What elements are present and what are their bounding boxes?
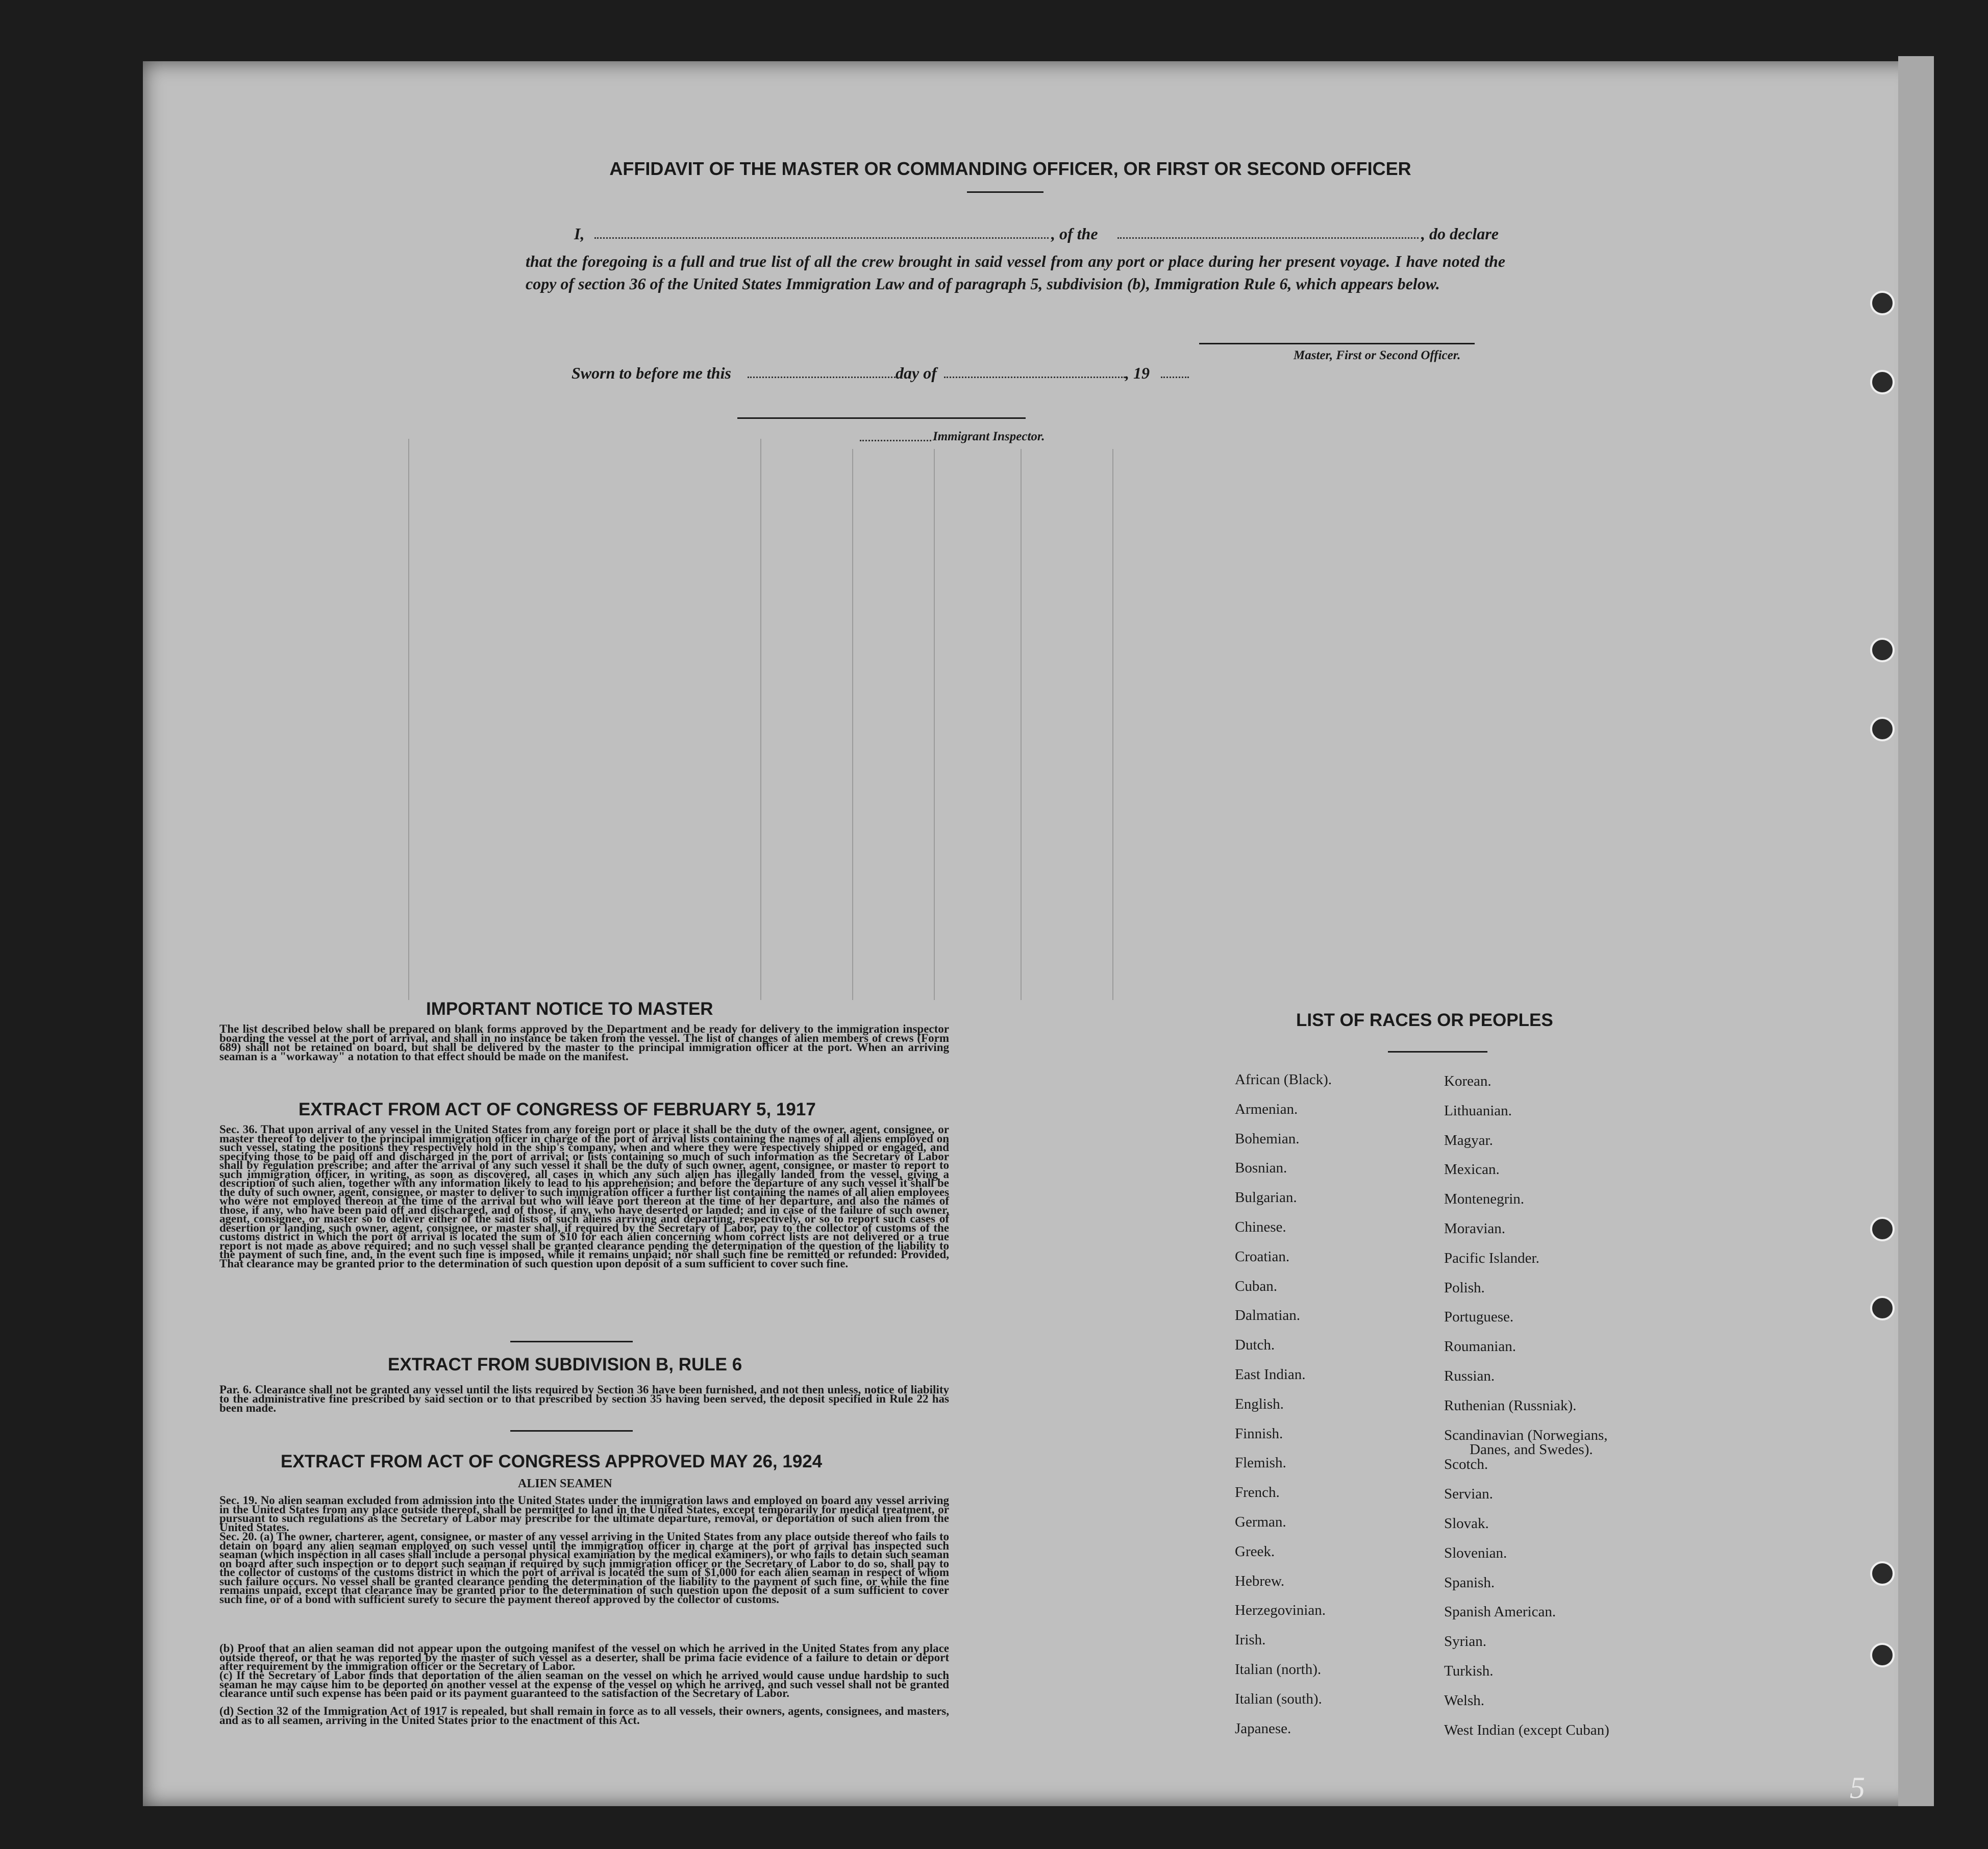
sworn-day-blank[interactable] — [748, 377, 896, 378]
section-rule — [510, 1341, 633, 1342]
race-item: Welsh. — [1444, 1692, 1485, 1709]
race-item: French. — [1235, 1484, 1280, 1501]
race-item: Portuguese. — [1444, 1309, 1514, 1326]
day-of-label: day of — [896, 364, 937, 382]
race-item: Bohemian. — [1235, 1130, 1300, 1147]
sworn-year-blank[interactable] — [1161, 377, 1189, 378]
race-item: Magyar. — [1444, 1132, 1493, 1148]
race-item: Scotch. — [1444, 1456, 1488, 1473]
race-item: Slovak. — [1444, 1515, 1489, 1532]
race-item: Dalmatian. — [1235, 1307, 1301, 1324]
extract-1924-sec20a: Sec. 20. (a) The owner, charterer, agent, consignee, or master of any vessel arriving in the United States from any place outside thereof who fails to detain on board any alien seaman employed on such vessel until the immigration officer in charge at the port of arrival has inspected such seaman (which inspection in all cases shall include a personal physical examination by the medical examiners), or who fails to detain such seaman on board after such inspection or to deport such seaman if required by such immigration officer or the Secretary of Labor to do so, shall pay to the collector of customs of the customs district in which the port of arrival is located the sum of $1,000 for each alien seaman in respect of whom such failure occurs. No vessel shall be granted clearance pending the determination of the liability to the payment of such fine, or while the fine remains unpaid, except that clearance may be granted prior to the determination of such question upon the deposit of a sum sufficient to cover such fine, or of a bond with sufficient surety to secure the payment thereof approved by the collector of customs. — [219, 1530, 949, 1606]
affidavit-title: AFFIDAVIT OF THE MASTER OR COMMANDING OFFICER, OR FIRST OR SECOND OFFICER — [609, 158, 1411, 179]
race-item: African (Black). — [1235, 1071, 1332, 1088]
race-item: Italian (north). — [1235, 1661, 1322, 1678]
master-signature-line — [1199, 343, 1475, 344]
race-item: Irish. — [1235, 1632, 1266, 1648]
race-item: Chinese. — [1235, 1219, 1286, 1235]
race-item: Montenegrin. — [1444, 1191, 1525, 1208]
extract-1917-title: EXTRACT FROM ACT OF CONGRESS OF FEBRUARY 5, 1917 — [299, 1100, 816, 1119]
title-rule — [967, 191, 1043, 193]
punch-hole — [1870, 291, 1895, 315]
race-item: Greek. — [1235, 1543, 1275, 1560]
inspector-signature-line — [737, 417, 1026, 419]
vessel-blank[interactable] — [1117, 237, 1419, 239]
race-item: English. — [1235, 1395, 1284, 1412]
affidavit-body: that the foregoing is a full and true list of all the crew brought in said vessel from any port or place during her present voyage. I have noted the copy of section 36 of the United States Immigration Law and of paragraph 5, subdivision (b), Immigration Rule 6, which appears below. — [526, 252, 1505, 293]
affidavit-line-i: I, — [574, 224, 585, 243]
race-item: Finnish. — [1235, 1425, 1283, 1442]
race-item: Korean. — [1444, 1073, 1492, 1089]
race-item: Polish. — [1444, 1279, 1485, 1296]
extract-1924-title: EXTRACT FROM ACT OF CONGRESS APPROVED MAY 26, 1924 — [281, 1452, 823, 1471]
punch-hole — [1870, 370, 1895, 394]
punch-hole — [1870, 1217, 1895, 1241]
races-title: LIST OF RACES OR PEOPLES — [1296, 1010, 1553, 1030]
race-item: Pacific Islander. — [1444, 1250, 1539, 1266]
race-item: Spanish American. — [1444, 1604, 1556, 1620]
race-item: Cuban. — [1235, 1278, 1277, 1294]
race-item: Italian (south). — [1235, 1690, 1322, 1707]
race-item: Bosnian. — [1235, 1160, 1287, 1177]
race-item: Danes, and Swedes). — [1470, 1441, 1593, 1458]
race-item: Herzegovinian. — [1235, 1602, 1326, 1619]
race-item: Bulgarian. — [1235, 1189, 1297, 1206]
race-item: East Indian. — [1235, 1366, 1306, 1383]
alien-seamen-subtitle: ALIEN SEAMEN — [518, 1477, 612, 1490]
punch-hole — [1870, 1643, 1895, 1667]
race-item: Russian. — [1444, 1368, 1495, 1384]
extract-1924-sec20b: (b) Proof that an alien seaman did not appear upon the outgoing manifest of the vessel on which he arrived in the United States from any place outside thereof, or that he was reported by the master of such vessel as a deserter, shall be prima facie evidence of a failure to detain or deport after requirement by the immigration officer or the Secretary of Labor. — [219, 1642, 949, 1672]
race-item: Scandinavian (Norwegians, — [1444, 1427, 1608, 1443]
bleed-column-line — [408, 439, 409, 1000]
inspector-label: Immigrant Inspector. — [933, 430, 1045, 443]
race-item: Croatian. — [1235, 1248, 1290, 1265]
extract-1924-sec20d: (d) Section 32 of the Immigration Act of 1917 is repealed, but shall remain in force as to all vessels, their owners, agents, consignees, and masters, and as to all seamen, arriving in the United States prior to the enactment of this Act. — [219, 1705, 949, 1727]
race-item: Spanish. — [1444, 1574, 1495, 1591]
race-item: Roumanian. — [1444, 1338, 1516, 1355]
extract-1917-body: Sec. 36. That upon arrival of any vessel in the United States from any foreign port or place it shall be the duty of the owner, agent, consignee, or master thereof to deliver to the principal immigration officer in charge of the port of arrival lists containing the names of all aliens employed on such vessel, stating the positions they respectively hold in the ship's company, when and where they were respectively shipped or engaged, and specifying those to be paid off and discharged in the port of arrival; or lists containing so much of such information as the Secretary of Labor shall by regulation prescribe; and after the arrival of any such vessel it shall be the duty of such owner, agent, consignee, or master to report to such immigration officer, in writing, as soon as discovered, all cases in which any such alien has illegally landed from the vessel, giving a description of such alien, together with any information likely to lead to his apprehension; and before the departure of any such vessel it shall be the duty of such owner, agent, consignee, or master to deliver to such immigration officer a further list containing the names of all alien employees who were not employed thereon at the time of the arrival but who will leave port thereon at the time of her departure, and also the names of those, if any, who have been paid off and discharged, and of those, if any, who have deserted or landed; and in case of the failure of such owner, agent, consignee, or master so to deliver either of the said lists of such aliens arriving and departing, respectively, or so to report such cases of desertion or landing, such owner, agent, consignee, or master shall, if required by the Secretary of Labor, pay to the collector of customs of the customs district in which the port of arrival is located the sum of $10 for each alien concerning whom correct lists are not delivered or a true report is not made as above required; and no such vessel shall be granted clearance pending the determination of the question of the liability to the payment of such fine, and, in the event such fine is imposed, while it remains unpaid; nor shall such fine be remitted or refunded: Provided, That clearance may be granted prior to the determination of such question upon deposit of a sum sufficient to cover such fine. — [219, 1123, 949, 1270]
bleed-column-line — [1021, 449, 1022, 1000]
page-edge — [1898, 56, 1934, 1806]
race-item: Armenian. — [1235, 1101, 1298, 1117]
punch-hole — [1870, 1561, 1895, 1586]
bleed-column-line — [934, 449, 935, 1000]
punch-hole — [1870, 638, 1895, 662]
bleed-column-line — [852, 449, 853, 1000]
race-item: West Indian (except Cuban) — [1444, 1721, 1609, 1738]
sworn-month-blank[interactable] — [944, 377, 1125, 378]
race-item: German. — [1235, 1514, 1286, 1530]
race-item: Ruthenian (Russniak). — [1444, 1397, 1577, 1414]
rule6-title: EXTRACT FROM SUBDIVISION B, RULE 6 — [388, 1355, 742, 1375]
race-item: Lithuanian. — [1444, 1102, 1512, 1119]
page-number: 5 — [1850, 1771, 1865, 1805]
race-item: Servian. — [1444, 1486, 1493, 1503]
inspector-dotted-line — [860, 440, 931, 441]
race-item: Hebrew. — [1235, 1572, 1285, 1589]
sworn-label: Sworn to before me this — [571, 364, 731, 382]
race-item: Japanese. — [1235, 1720, 1291, 1737]
bleed-column-line — [760, 439, 761, 1000]
section-rule — [510, 1430, 633, 1432]
rule6-body: Par. 6. Clearance shall not be granted any vessel until the lists required by Section 36 have been furnished, and not then unless, notice of liability to the administrative fine prescribed by said section or to that prescribed by section 35 having been served, the deposit specified in Rule 22 has been made. — [219, 1383, 949, 1414]
race-item: Mexican. — [1444, 1161, 1500, 1178]
race-item: Syrian. — [1444, 1633, 1486, 1650]
extract-1924-sec19: Sec. 19. No alien seaman excluded from admission into the United States under the immigration laws and employed on board any vessel arriving in the United States from any place outside thereof, shall be permitted to land in the United States, except temporarily for medical treatment, or pursuant to such regulations as the Secretary of Labor may prescribe for the ultimate departure, removal, or deportation of such alien from the United States. — [219, 1494, 949, 1534]
races-rule — [1388, 1051, 1487, 1053]
affidavit-line-of: , of the — [1051, 224, 1098, 243]
notice-body: The list described below shall be prepared on blank forms approved by the Department and be ready for delivery to the immigration inspector boarding the vessel at the port of arrival, and shall in no instance be taken from the vessel. The list of changes of alien members of crews (Form 689) shall not be retained on board, but shall be delivered by the master to the principal immigration officer at the port. When an arriving seaman is a "workaway" a notation to that effect should be made on the manifest. — [219, 1022, 949, 1063]
punch-hole — [1870, 1296, 1895, 1320]
race-item: Moravian. — [1444, 1220, 1505, 1237]
punch-hole — [1870, 717, 1895, 741]
notice-title: IMPORTANT NOTICE TO MASTER — [426, 999, 713, 1019]
race-item: Flemish. — [1235, 1455, 1286, 1471]
master-signature-label: Master, First or Second Officer. — [1294, 348, 1461, 362]
bleed-column-line — [1112, 449, 1113, 1000]
race-item: Slovenian. — [1444, 1544, 1507, 1561]
affidavit-line-declare: , do declare — [1421, 224, 1499, 243]
race-item: Dutch. — [1235, 1337, 1275, 1354]
year-label: , 19 — [1125, 364, 1150, 382]
name-blank[interactable] — [594, 237, 1049, 239]
extract-1924-sec20c: (c) If the Secretary of Labor finds that deportation of the alien seaman on the vessel on which he arrived would cause undue hardship to such seaman he may cause him to be deported on another vessel at the expense of the vessel on which he arrived, and such vessel shall not be granted clearance until such expense has been paid or its payment guaranteed to the satisfaction of the Secretary of Labor. — [219, 1669, 949, 1700]
race-item: Turkish. — [1444, 1663, 1494, 1679]
